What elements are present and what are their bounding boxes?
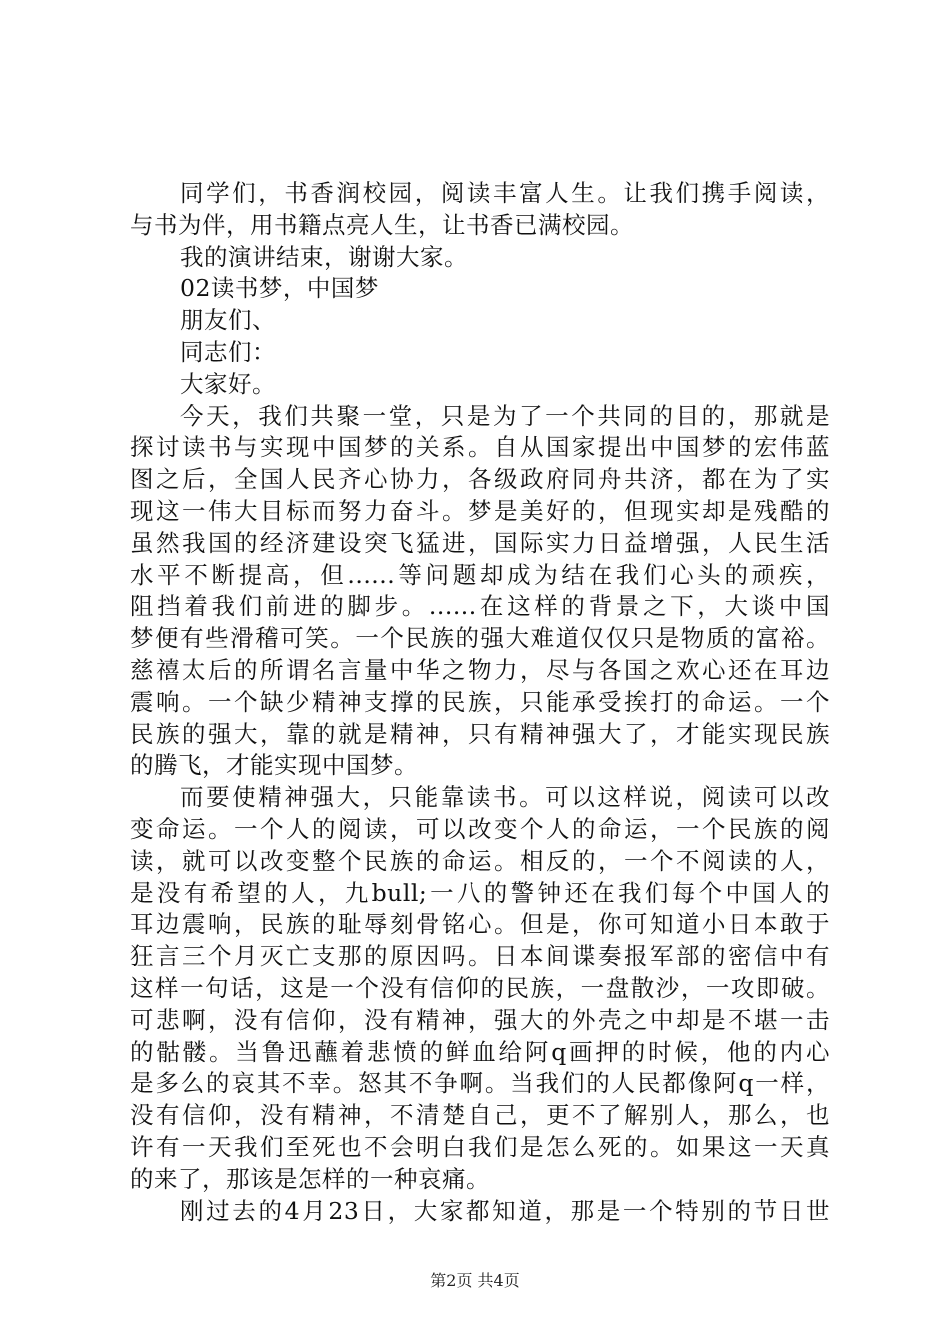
greeting-line: 大家好。: [180, 369, 276, 398]
text-line: 我的演讲结束，谢谢大家。: [180, 242, 468, 271]
text-line: 可悲啊，没有信仰，没有精神，强大的外壳之中却是不堪一击: [130, 1005, 830, 1034]
text-line: 是多么的哀其不幸。怒其不争啊。当我们的人民都像阿q一样，: [130, 1069, 830, 1098]
text-line: 虽然我国的经济建设突飞猛进，国际实力日益增强，人民生活: [130, 528, 830, 557]
text-line: 震响。一个缺少精神支撑的民族，只能承受挨打的命运。一个: [130, 687, 830, 716]
text-line: 变命运。一个人的阅读，可以改变个人的命运，一个民族的阅: [130, 814, 830, 843]
salutation-line: 同志们：: [180, 337, 276, 366]
text-line: 阻挡着我们前进的脚步。......在这样的背景之下，大谈中国: [130, 592, 830, 621]
text-line: 探讨读书与实现中国梦的关系。自从国家提出中国梦的宏伟蓝: [130, 433, 830, 462]
text-line: 慈禧太后的所谓名言量中华之物力，尽与各国之欢心还在耳边: [130, 655, 830, 684]
text-line: 梦便有些滑稽可笑。一个民族的强大难道仅仅只是物质的富裕。: [130, 624, 830, 653]
text-line: 许有一天我们至死也不会明白我们是怎么死的。如果这一天真: [130, 1132, 830, 1161]
text-line: 今天，我们共聚一堂，只是为了一个共同的目的，那就是: [180, 401, 830, 430]
section-heading: 02读书梦，中国梦: [180, 274, 379, 303]
text-line: 民族的强大，靠的就是精神，只有精神强大了，才能实现民族: [130, 719, 830, 748]
text-line: 刚过去的4月23日，大家都知道，那是一个特别的节日世: [180, 1196, 830, 1225]
text-line: 是没有希望的人，九bull;一八的警钟还在我们每个中国人的: [130, 878, 830, 907]
text-line: 没有信仰，没有精神，不清楚自己，更不了解别人，那么，也: [130, 1101, 830, 1130]
text-line: 的腾飞，才能实现中国梦。: [130, 751, 418, 780]
text-line: 现这一伟大目标而努力奋斗。梦是美好的，但现实却是残酷的: [130, 496, 830, 525]
page-footer: 第2页 共4页: [430, 1271, 520, 1290]
text-line: 图之后，全国人民齐心协力，各级政府同舟共济，都在为了实: [130, 465, 830, 494]
text-line: 读，就可以改变整个民族的命运。相反的，一个不阅读的人，: [130, 846, 830, 875]
text-line: 这样一句话，这是一个没有信仰的民族，一盘散沙，一攻即破。: [130, 973, 830, 1002]
text-line: 的骷髅。当鲁迅蘸着悲愤的鲜血给阿q画押的时候，他的内心: [130, 1037, 830, 1066]
text-line: 水平不断提高，但......等问题却成为结在我们心头的顽疾，: [130, 560, 830, 589]
text-line: 的来了，那该是怎样的一种哀痛。: [130, 1164, 490, 1193]
text-line: 而要使精神强大，只能靠读书。可以这样说，阅读可以改: [180, 783, 830, 812]
salutation-line: 朋友们、: [180, 306, 276, 335]
text-line: 耳边震响，民族的耻辱刻骨铭心。但是，你可知道小日本敢于: [130, 910, 830, 939]
text-line: 狂言三个月灭亡支那的原因吗。日本间谍奏报军部的密信中有: [130, 942, 830, 971]
text-line: 同学们，书香润校园，阅读丰富人生。让我们携手阅读，: [180, 179, 830, 207]
document-body: [130, 178, 830, 1227]
text-line: 与书为伴，用书籍点亮人生，让书香已满校园。: [130, 210, 634, 239]
